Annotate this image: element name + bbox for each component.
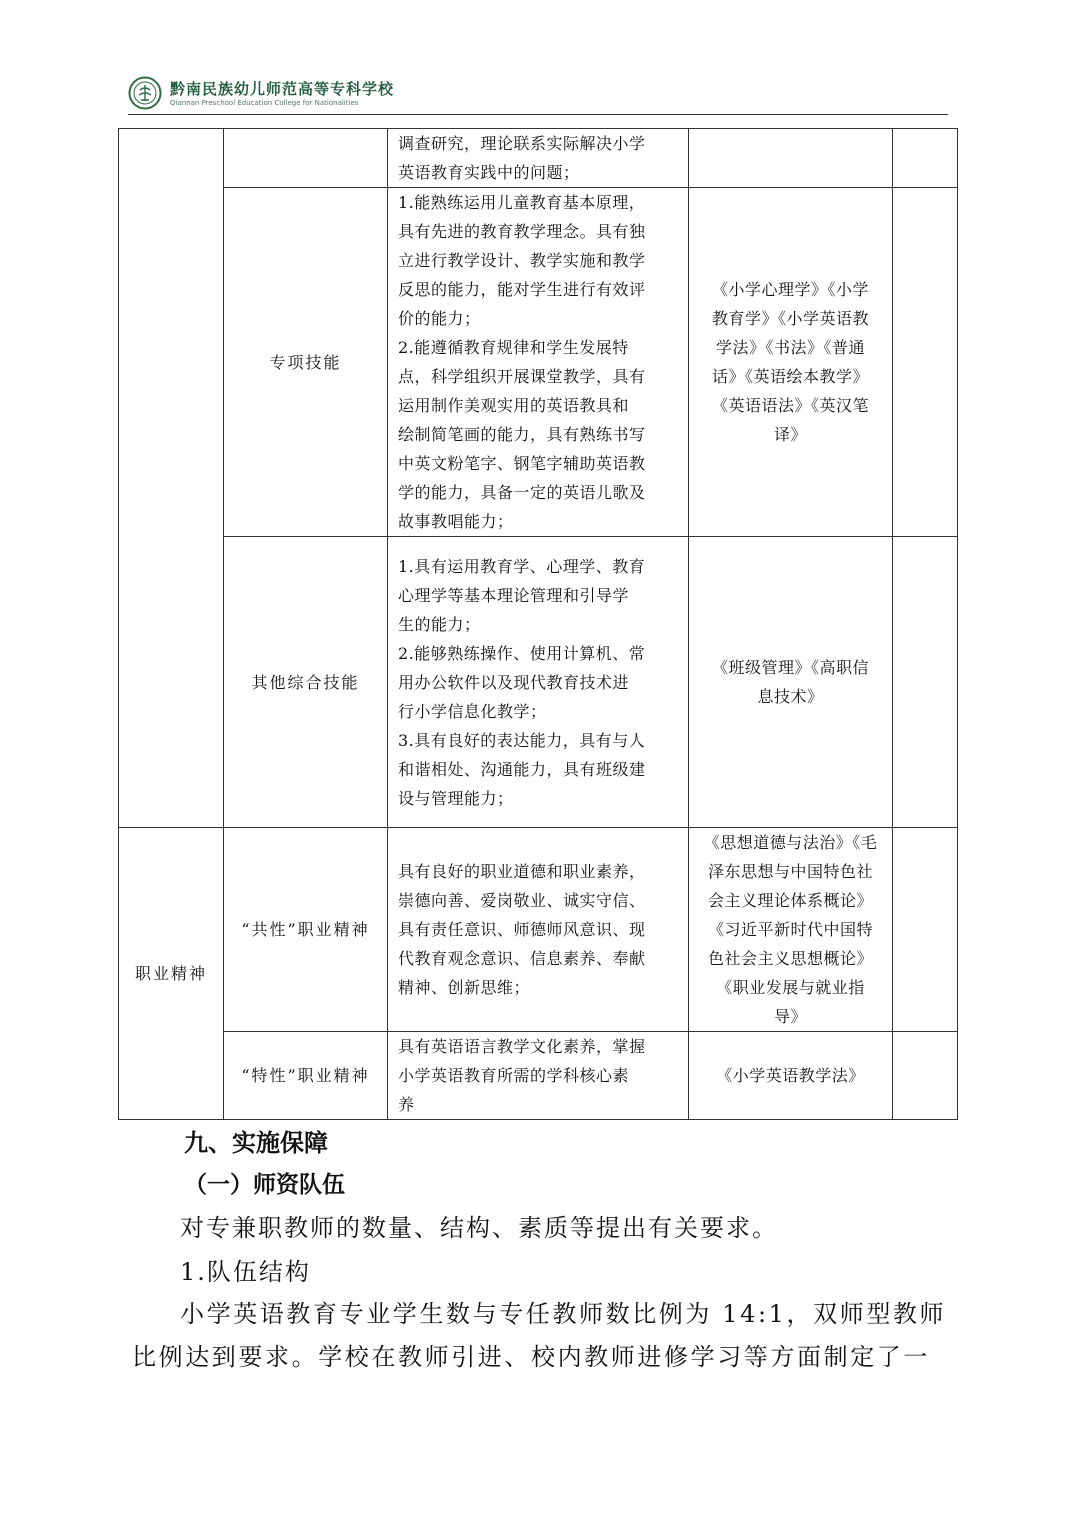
requirement-line: 具有先进的教育教学理念。具有独 <box>398 222 646 241</box>
subcategory-cell: “特性”职业精神 <box>224 1032 388 1120</box>
requirement-line: 心理学等基本理论管理和引导学 <box>398 585 630 605</box>
requirement-cell <box>388 537 689 828</box>
course-cell <box>689 129 893 188</box>
paragraph-line: 小学英语教育专业学生数与专任教师数比例为 14:1，双师型教师 <box>180 1300 947 1328</box>
requirement-cell <box>388 828 689 1032</box>
requirement-line: 2.能够熟练操作、使用计算机、常 <box>398 643 646 663</box>
requirement-line: 调查研究，理论联系实际解决小学 <box>398 134 646 153</box>
course-cell <box>689 188 893 537</box>
section-heading: 九、实施保障 <box>184 1129 328 1157</box>
requirement-cell <box>388 188 689 537</box>
course-line: 息技术》 <box>757 687 824 706</box>
requirement-line: 具有英语语言教学文化素养，掌握 <box>398 1037 646 1056</box>
item-title: 1.队伍结构 <box>180 1258 311 1286</box>
requirement-line: 点，科学组织开展课堂教学，具有 <box>398 367 646 386</box>
page-header <box>128 72 948 116</box>
requirement-line: 价的能力； <box>398 309 481 328</box>
course-line: 泽东思想与中国特色社 <box>707 862 873 881</box>
requirement-line: 英语教育实践中的问题； <box>398 163 580 182</box>
requirement-line: 具有良好的职业道德和职业素养， <box>398 862 646 881</box>
course-cell <box>689 537 893 828</box>
requirement-line: 2.能遵循教育规律和学生发展特 <box>398 338 629 357</box>
course-line: 《班级管理》《高职信 <box>711 658 869 677</box>
school-emblem-icon <box>128 76 162 110</box>
requirement-line: 绘制简笔画的能力，具有熟练书写 <box>398 425 646 444</box>
category-cell: 职业精神 <box>119 828 224 1120</box>
note-cell <box>893 1032 958 1120</box>
course-line: 学法》《书法》《普通 <box>715 338 865 357</box>
paragraph-line: 比例达到要求。学校在教师引进、校内教师进修学习等方面制定了一 <box>132 1343 930 1371</box>
subsection-heading: （一）师资队伍 <box>184 1172 345 1198</box>
course-line: 教育学》《小学英语教 <box>711 309 869 328</box>
requirement-line: 代教育观念意识、信息素养、奉献 <box>398 949 646 968</box>
course-line: 译》 <box>773 425 807 444</box>
requirement-line: 养 <box>398 1095 415 1114</box>
requirement-line: 精神、创新思维； <box>398 978 531 997</box>
requirement-line: 生的能力； <box>398 614 481 634</box>
requirement-line: 设与管理能力； <box>398 788 514 808</box>
requirement-line: 用办公软件以及现代教育技术进 <box>398 672 630 692</box>
note-cell <box>893 828 958 1032</box>
course-line: 导》 <box>773 1007 807 1026</box>
course-cell <box>689 828 893 1032</box>
course-line: 《思想道德与法治》《毛 <box>703 833 878 852</box>
intro-paragraph: 对专兼职教师的数量、结构、素质等提出有关要求。 <box>180 1214 778 1242</box>
requirement-line: 3.具有良好的表达能力，具有与人 <box>398 730 646 750</box>
requirement-line: 反思的能力，能对学生进行有效评 <box>398 280 646 299</box>
table-row <box>119 129 958 188</box>
table-row <box>119 188 958 537</box>
requirement-line: 立进行教学设计、教学实施和教学 <box>398 251 646 270</box>
requirement-line: 运用制作美观实用的英语教具和 <box>398 396 630 415</box>
requirement-line: 行小学信息化教学； <box>398 701 547 721</box>
course-line: 《英语语法》《英汉笔 <box>711 396 869 415</box>
course-line: 色社会主义思想概论》 <box>707 949 873 968</box>
requirement-cell <box>388 1032 689 1120</box>
subcategory-cell: 专项技能 <box>224 188 388 537</box>
requirement-line: 小学英语教育所需的学科核心素 <box>398 1066 630 1085</box>
requirement-line: 故事教唱能力； <box>398 512 514 531</box>
requirement-line: 1.具有运用教育学、心理学、教育 <box>398 556 646 576</box>
table-row <box>119 828 958 1032</box>
header-divider <box>128 114 948 115</box>
requirement-line: 具有责任意识、师德师风意识、现 <box>398 920 646 939</box>
requirements-table <box>118 128 958 1120</box>
course-line: 《职业发展与就业指 <box>716 978 865 997</box>
table-row <box>119 537 958 828</box>
category-cell <box>119 129 224 828</box>
requirement-line: 中英文粉笔字、钢笔字辅助英语教 <box>398 454 646 473</box>
requirement-line: 和谐相处、沟通能力，具有班级建 <box>398 759 646 779</box>
requirement-line: 1.能熟练运用儿童教育基本原理， <box>398 193 646 212</box>
school-name-cn: 黔南民族幼儿师范高等专科学校 <box>170 80 395 98</box>
course-line: 《习近平新时代中国特 <box>707 920 873 939</box>
note-cell <box>893 537 958 828</box>
requirement-line: 崇德向善、爱岗敬业、诚实守信、 <box>398 891 646 910</box>
note-cell <box>893 129 958 188</box>
course-line: 《小学心理学》《小学 <box>711 280 869 299</box>
table-row <box>119 1032 958 1120</box>
requirement-cell <box>388 129 689 188</box>
school-name-en: Qiannan Preschool Education College for Nationalities <box>170 99 359 107</box>
subcategory-cell <box>224 129 388 188</box>
subcategory-cell: “共性”职业精神 <box>224 828 388 1032</box>
course-cell <box>689 1032 893 1120</box>
subcategory-cell: 其他综合技能 <box>224 537 388 828</box>
note-cell <box>893 188 958 537</box>
course-line: 会主义理论体系概论》 <box>707 891 873 910</box>
course-line: 话》《英语绘本教学》 <box>711 367 869 386</box>
course-line: 《小学英语教学法》 <box>716 1066 865 1085</box>
requirement-line: 学的能力，具备一定的英语儿歌及 <box>398 483 646 502</box>
